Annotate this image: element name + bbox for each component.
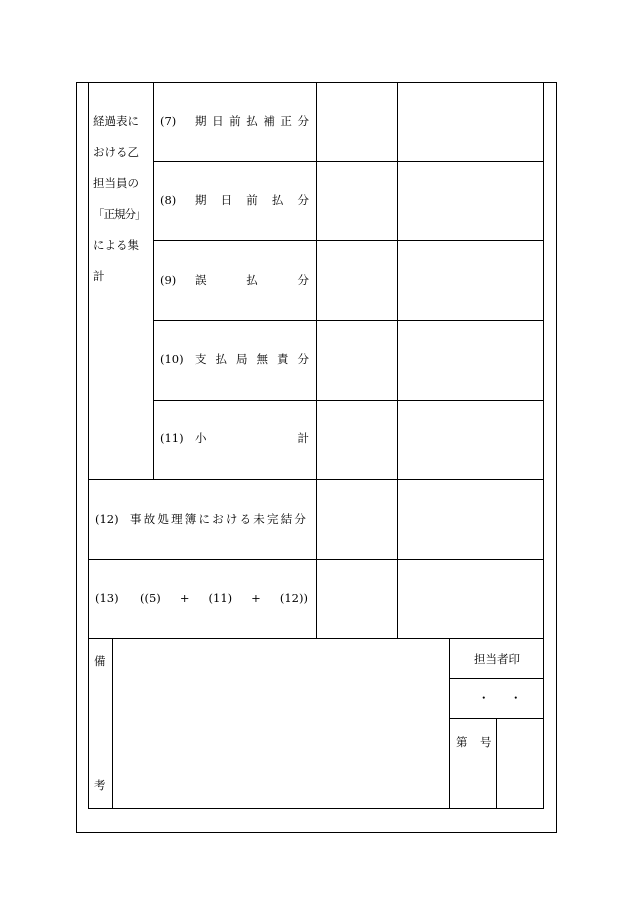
side-label-divider xyxy=(153,82,154,480)
row-10-label xyxy=(195,354,309,366)
label-char: 局 xyxy=(236,352,248,366)
side-label-line: による集 xyxy=(93,238,139,252)
row-9-label xyxy=(195,275,309,287)
row-12-label: 事故処理簿における未完結分 xyxy=(130,512,309,526)
row-line-12 xyxy=(88,559,544,560)
side-label xyxy=(93,116,151,292)
label-char: 払 xyxy=(246,114,258,128)
stamp-number-suffix: 号 xyxy=(480,735,492,749)
stamp-box-left xyxy=(449,638,450,809)
remarks-area[interactable] xyxy=(113,639,448,808)
label-char: 分 xyxy=(297,352,309,366)
frame-bottom xyxy=(76,832,557,833)
label-char: 支 xyxy=(195,352,207,366)
label-char: 日 xyxy=(212,114,224,128)
label-char: 正 xyxy=(280,114,292,128)
label-char: 分 xyxy=(297,273,309,287)
remarks-label-bottom: 考 xyxy=(94,778,106,792)
label-char: 誤 xyxy=(195,273,207,287)
row-10-number: (10) xyxy=(160,352,184,366)
row-9-number: (9) xyxy=(160,273,177,287)
side-label-line: 担当員の xyxy=(93,176,139,190)
stamp-number-prefix: 第 xyxy=(456,735,468,749)
stamp-title: 担当者印 xyxy=(474,652,520,666)
side-label-line: 経過表に xyxy=(93,114,139,128)
row-8-label xyxy=(195,195,309,207)
label-char: 小 xyxy=(195,431,207,445)
row-11-number: (11) xyxy=(160,431,184,445)
side-label-line: おける乙 xyxy=(93,145,139,159)
row-8-number: (8) xyxy=(160,193,177,207)
value-col-2-divider xyxy=(397,82,398,639)
label-char: 分 xyxy=(297,114,309,128)
remarks-label-top: 備 xyxy=(94,654,106,668)
table-left-border xyxy=(88,82,89,809)
row-7-number: (7) xyxy=(160,114,177,128)
row-13-formula xyxy=(140,593,308,605)
row-11-label xyxy=(195,433,309,445)
table-right-border xyxy=(543,82,544,809)
label-char: 補 xyxy=(263,114,275,128)
formula-part: + xyxy=(251,591,261,605)
formula-part: (12)) xyxy=(279,591,308,605)
label-char: 前 xyxy=(246,193,258,207)
label-char: 責 xyxy=(277,352,289,366)
label-char: 期 xyxy=(195,193,207,207)
remarks-bottom xyxy=(88,808,544,809)
row-line-7 xyxy=(153,161,544,162)
label-char: 期 xyxy=(195,114,207,128)
stamp-date-dot-1: ・ xyxy=(478,691,490,705)
stamp-date-dot-2: ・ xyxy=(510,691,522,705)
row-line-11 xyxy=(88,479,544,480)
formula-part: ((5) xyxy=(140,591,161,605)
label-char: 日 xyxy=(220,193,233,207)
side-label-line: 計 xyxy=(93,269,105,283)
label-char: 前 xyxy=(229,114,241,128)
label-char: 計 xyxy=(297,431,309,445)
formula-part: (11) xyxy=(208,591,233,605)
label-char: 無 xyxy=(256,352,268,366)
label-char: 分 xyxy=(297,193,309,207)
frame-left xyxy=(76,82,77,833)
row-line-10 xyxy=(153,400,544,401)
label-char: 払 xyxy=(271,193,284,207)
row-7-label xyxy=(195,116,309,128)
row-12-number: (12) xyxy=(95,512,119,526)
row-line-8 xyxy=(153,240,544,241)
stamp-number-divider xyxy=(496,718,497,809)
row-line-9 xyxy=(153,320,544,321)
side-label-line: 「正規分」 xyxy=(93,207,146,221)
stamp-line-1 xyxy=(449,678,544,679)
frame-right xyxy=(556,82,557,833)
label-char: 払 xyxy=(215,352,227,366)
formula-part: + xyxy=(179,591,190,605)
row-13-number: (13) xyxy=(95,591,119,605)
value-col-1-divider xyxy=(316,82,317,639)
label-char: 払 xyxy=(246,273,258,287)
